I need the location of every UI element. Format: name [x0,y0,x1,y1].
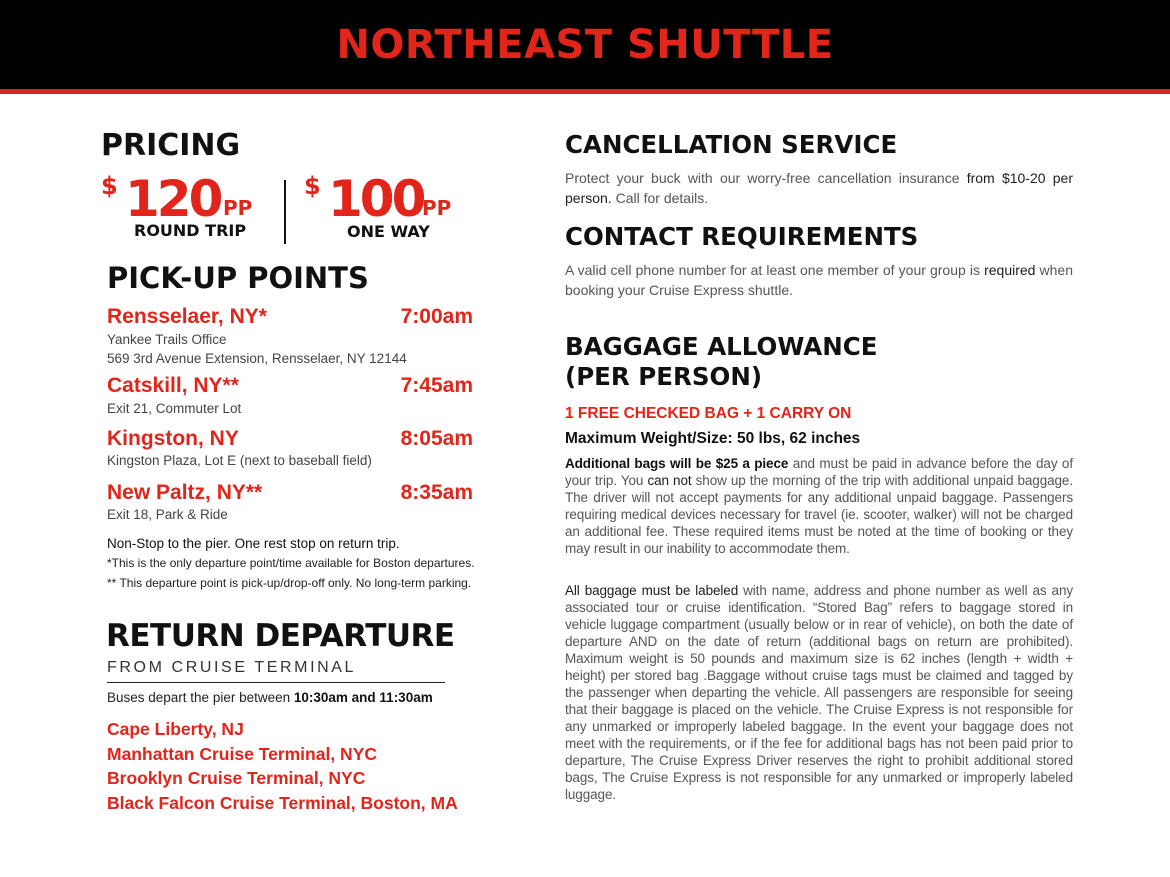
baggage-p2-b: with name, address and phone number as well as any associated tour or cruise identification. “Stored Bag” refers to baggage stored in vehicle luggage compartment (usually below or in rear of vehicle), on both the date of departure AND on the date of return (additional bags on return are prohibited). Maximum weight is 50 pounds and maximum size is 62 inches (length + width + height) per stored bag .Baggage without cruise tags must be claimed and tagged by the passenger when departing the vehicle. All passengers are responsible for seeing that their baggage is placed on the vehicle. The Cruise Express is not responsible for any unmarked or improperly labeled baggage. In the event your baggage does not meet with the requirements, or if the fee for additional bags has not been paid prior to departure, The Cruise Express Driver reserves the right to prohibit additional stored bags, The Cruise Express is not responsible for any unmarked or improperly labeled luggage. [565,583,1074,802]
parking-note: ** This departure point is pick-up/drop-off only. No long-term parking. [107,576,472,590]
contact-required: required [984,262,1036,278]
return-divider [107,682,445,683]
depart-time: 10:30am and 11:30am [293,690,433,705]
page-title: NORTHEAST SHUTTLE [336,22,834,68]
baggage-allowance: 1 FREE CHECKED BAG + 1 CARRY ON [565,405,852,422]
terminal-item: Manhattan Cruise Terminal, NYC [107,743,378,764]
pickup-detail: Kingston Plaza, Lot E (next to baseball field) [107,453,372,468]
price-unit: PP [223,196,253,220]
contact-text-a: A valid cell phone number for at least one member of your group is [565,262,985,278]
contact-text [565,260,1073,300]
baggage-heading-line2: (PER PERSON) [565,362,763,391]
pickup-time: 8:35am [400,481,473,504]
additional-bags-fee: Additional bags will be $25 a piece [565,456,789,471]
price-divider [284,180,286,244]
pickup-time: 8:05am [400,427,473,450]
price-one-way [304,172,474,244]
contact-text-c: when booking your Cruise Express shuttle. [565,262,1074,298]
price-unit: PP [422,196,452,220]
baggage-labeled: All baggage must be labeled [565,583,739,598]
pickup-detail: Exit 21, Commuter Lot [107,401,242,416]
return-depart-text [107,690,433,705]
terminal-item: Brooklyn Cruise Terminal, NYC [107,768,366,788]
cancellation-text-c: Call for details. [611,190,709,206]
baggage-paragraph-2 [565,582,1073,803]
pickup-name: Kingston, NY [107,427,239,450]
price-amount: 100 [328,170,424,228]
return-subheading: FROM CRUISE TERMINAL [107,659,357,676]
baggage-p1-b: and must be paid in advance before the day of your trip. You [565,456,1073,488]
pickup-name: Rensselaer, NY* [107,305,267,328]
pickup-name: New Paltz, NY** [107,481,263,504]
price-label: ONE WAY [347,222,430,241]
pickup-address: 569 3rd Avenue Extension, Rensselaer, NY 12144 [107,351,407,366]
cancellation-heading: CANCELLATION SERVICE [565,130,898,159]
pricing-heading: PRICING [101,128,241,163]
contact-heading: CONTACT REQUIREMENTS [565,222,919,251]
price-currency: $ [304,172,321,200]
baggage-heading [565,332,877,392]
baggage-weight: Maximum Weight/Size: 50 lbs, 62 inches [565,430,861,447]
header-stripe [0,89,1170,94]
price-label: ROUND TRIP [134,221,247,240]
pickup-time: 7:45am [400,374,473,397]
pickup-name: Catskill, NY** [107,374,239,397]
cancellation-price: from $10-20 per person. [565,170,1073,206]
price-round-trip [101,172,271,244]
baggage-paragraph-1 [565,455,1073,557]
baggage-heading-line1: BAGGAGE ALLOWANCE [565,332,878,361]
baggage-p1-c: can not [647,473,692,488]
baggage-p1-d: show up the morning of the trip with additional unpaid baggage. The driver will not accept payments for any additional unpaid baggage. Passengers requiring medical devices necessary for travel (ie. scooter, walker) will not be charged an additional fee. These required items must be noted at the time of booking or they may result in our inability to accommodate them. [565,473,1073,556]
terminal-item: Cape Liberty, NJ [107,719,244,739]
return-heading: RETURN DEPARTURE [106,618,455,654]
terminal-item: Black Falcon Cruise Terminal, Boston, MA [107,792,458,813]
price-currency: $ [101,172,118,200]
pickup-time: 7:00am [400,305,473,328]
price-amount: 120 [125,170,221,228]
depart-text: Buses depart the pier between [107,690,294,705]
cancellation-text [565,168,1073,208]
terminal-list [107,717,458,815]
pickup-detail: Yankee Trails Office [107,332,227,347]
pickup-heading: PICK-UP POINTS [107,261,369,295]
cancellation-text-a: Protect your buck with our worry-free cancellation insurance [565,170,967,186]
pickup-detail: Exit 18, Park & Ride [107,507,228,522]
boston-note: *This is the only departure point/time available for Boston departures. [107,556,475,570]
nonstop-note: Non-Stop to the pier. One rest stop on return trip. [107,536,400,551]
